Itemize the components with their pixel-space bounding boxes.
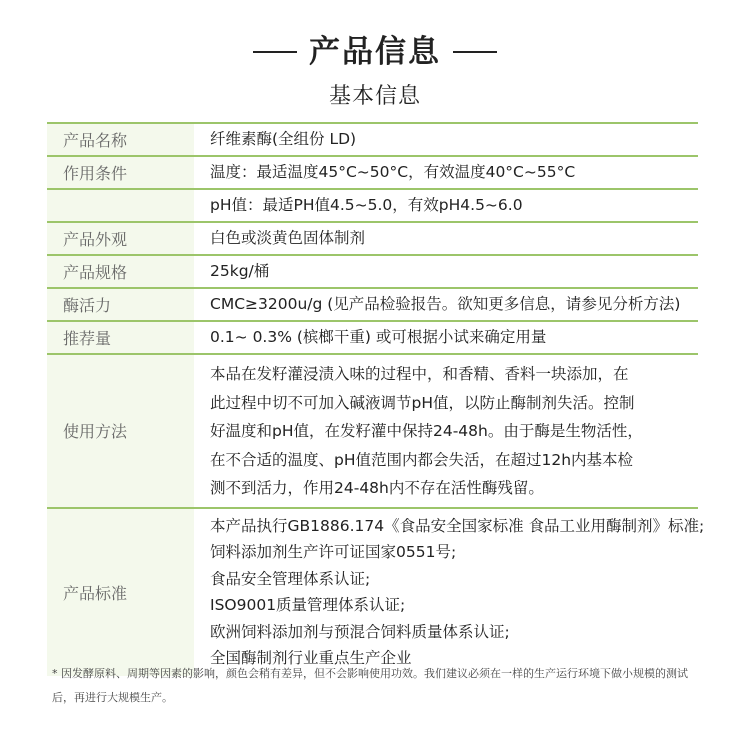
row-label: 使用方法	[47, 355, 194, 507]
usage-line: 此过程中切不可加入碱液调节pH值，以防止酶制剂失活。控制	[210, 393, 635, 412]
row-value: 纤维素酶(全组份 LD)	[210, 130, 357, 148]
row-value: CMC≥3200u/g (见产品检验报告。欲知更多信息，请参见分析方法)	[210, 295, 681, 313]
row-label	[47, 190, 194, 221]
table-row	[47, 256, 698, 289]
standard-line: 食品安全管理体系认证;	[210, 569, 371, 588]
table-row	[47, 509, 705, 676]
table-row	[47, 355, 698, 509]
row-value	[194, 509, 704, 676]
row-label: 作用条件	[47, 157, 194, 188]
row-value: 白色或淡黄色固体制剂	[210, 229, 366, 247]
row-label: 酶活力	[47, 289, 194, 320]
section-subtitle: 基本信息	[328, 84, 421, 109]
row-value: pH值：最适PH值4.5~5.0，有效pH4.5~6.0	[210, 196, 523, 214]
table-row	[47, 157, 698, 190]
row-label: 产品规格	[47, 256, 194, 287]
standard-line: ISO9001质量管理体系认证;	[210, 596, 406, 614]
row-label: 推荐量	[47, 322, 194, 353]
standard-line: 全国酶制剂行业重点生产企业	[210, 649, 412, 667]
usage-line: 测不到活力，作用24-48h内不存在活性酶残留。	[210, 479, 544, 497]
usage-line: 好温度和pH值，在发籽灌中保持24-48h。由于酶是生物活性，	[210, 422, 643, 440]
footnote: * 因发酵原料、周期等因素的影响，颜色会稍有差异，但不会影响使用功效。我们建议必须在一样的生产运行环境下做小规模的测试后，再进行大规模生产。	[52, 667, 688, 704]
product-spec-table	[47, 122, 705, 676]
row-label: 产品外观	[47, 223, 194, 254]
usage-line: 在不合适的温度、pH值范围内都会失活，在超过12h内基本检	[210, 450, 634, 469]
standard-line: 本产品执行GB1886.174《食品安全国家标准 食品工业用酶制剂》标准;	[210, 516, 705, 535]
page-title: 产品信息	[309, 34, 441, 70]
row-value: 25kg/桶	[210, 262, 270, 280]
table-row	[47, 322, 698, 355]
row-value: 0.1~ 0.3% (槟榔干重) 或可根据小试来确定用量	[210, 328, 547, 346]
row-label: 产品标准	[47, 509, 194, 676]
page-title-group	[0, 30, 750, 74]
title-dash-right	[453, 51, 497, 53]
standard-line: 欧洲饲料添加剂与预混合饲料质量体系认证;	[210, 622, 510, 641]
row-value	[194, 355, 698, 507]
table-row	[47, 223, 698, 256]
table-row	[47, 190, 698, 223]
table-row	[47, 289, 698, 322]
usage-line: 本品在发籽灌浸渍入味的过程中，和香精、香料一块添加，在	[210, 365, 629, 383]
row-label: 产品名称	[47, 124, 194, 155]
table-row	[47, 122, 698, 157]
title-dash-left	[253, 51, 297, 53]
standard-line: 饲料添加剂生产许可证国家0551号;	[210, 543, 457, 561]
row-value: 温度：最适温度45°C~50°C，有效温度40°C~55°C	[210, 163, 576, 181]
